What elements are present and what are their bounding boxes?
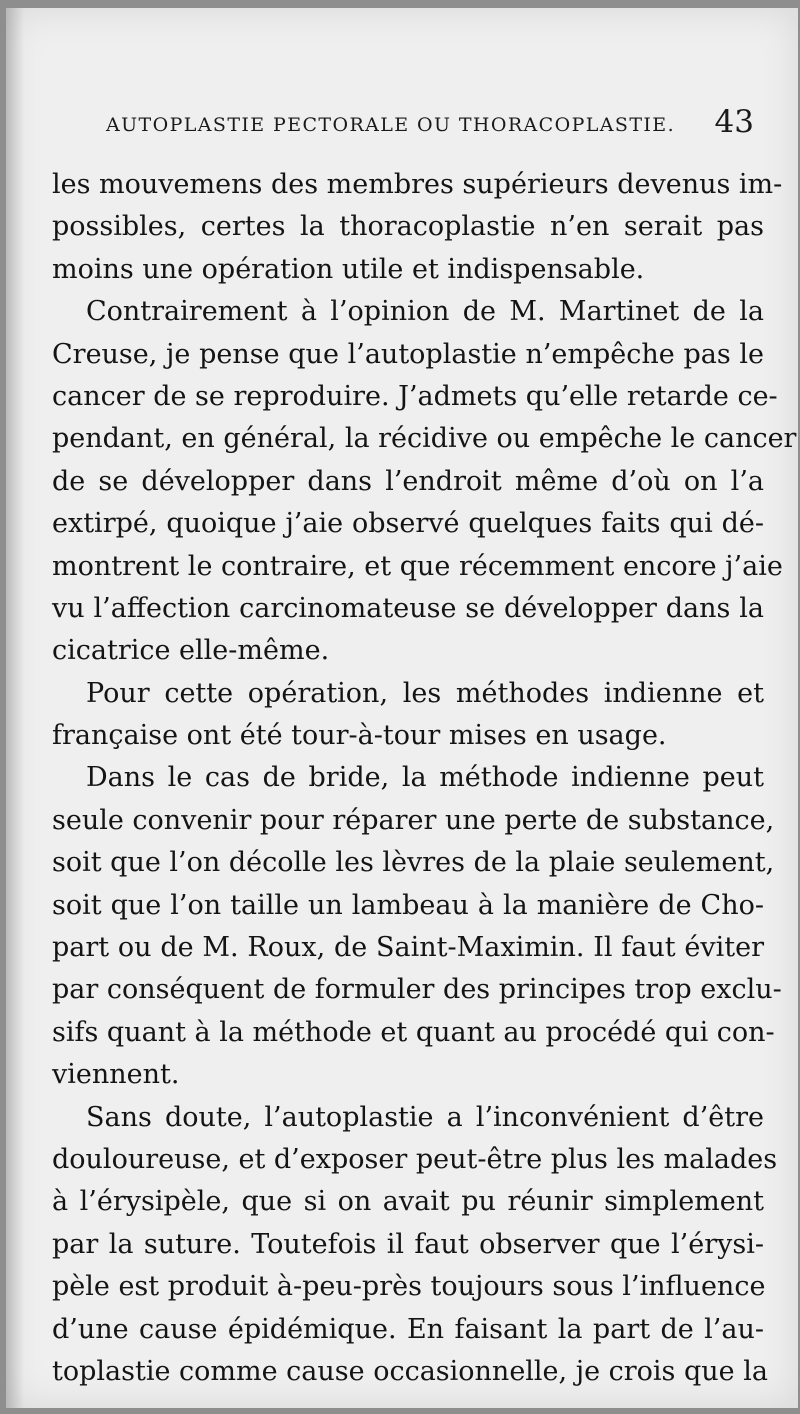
text-line: Pour cette opération, les méthodes indienne et <box>86 677 764 709</box>
text-line: viennent. <box>52 1059 180 1091</box>
text-line: française ont été tour-à-tour mises en usage. <box>52 720 667 752</box>
text-line: de se développer dans l’endroit même d’où on l’a <box>52 465 764 497</box>
text-line: d’une cause épidémique. En faisant la part de l’au- <box>52 1313 764 1345</box>
text-line: toplastie comme cause occasionnelle, je crois que la <box>52 1355 768 1387</box>
text-line: les mouvemens des membres supérieurs devenus im- <box>52 169 783 200</box>
text-line: possibles, certes la thoracoplastie n’en serait pas <box>52 211 764 243</box>
text-line: montrent le contraire, et que récemment encore j’aie <box>52 550 783 582</box>
page-gutter-shadow <box>6 8 24 1408</box>
text-line: par la suture. Toutefois il faut observer que l’érysi- <box>52 1228 764 1260</box>
book-page <box>6 8 798 1408</box>
text-line: Contrairement à l’opinion de M. Martinet de la <box>86 296 764 328</box>
text-line: soit que l’on décolle les lèvres de la plaie seulement, <box>52 847 775 879</box>
text-line: douloureuse, et d’exposer peut-être plus les malades <box>52 1143 778 1175</box>
text-line: vu l’affection carcinomateuse se développer dans la <box>52 592 764 624</box>
text-line: sifs quant à la méthode et quant au procédé qui con- <box>52 1016 775 1048</box>
running-title: AUTOPLASTIE PECTORALE OU THORACOPLASTIE. <box>106 114 676 136</box>
text-line: part ou de M. Roux, de Saint-Maximin. Il faut éviter <box>52 932 764 964</box>
text-line: Creuse, je pense que l’autoplastie n’empêche pas le <box>52 338 764 370</box>
page-header <box>106 104 754 144</box>
text-line: cicatrice elle-même. <box>52 635 330 667</box>
text-line: pendant, en général, la récidive ou empêche le cancer <box>52 423 797 455</box>
text-line: Sans doute, l’autoplastie a l’inconvénient d’être <box>86 1101 764 1133</box>
text-line: par conséquent de formuler des principes trop exclu- <box>52 974 782 1006</box>
body-text <box>52 164 797 1393</box>
text-line: pèle est produit à-peu-près toujours sous l’influence <box>52 1271 766 1303</box>
text-line: seule convenir pour réparer une perte de substance, <box>52 804 775 836</box>
text-line: à l’érysipèle, que si on avait pu réunir simplement <box>52 1186 764 1218</box>
text-line: soit que l’on taille un lambeau à la manière de Cho- <box>52 889 764 921</box>
text-line: extirpé, quoique j’aie observé quelques faits qui dé- <box>52 508 764 540</box>
page-number: 43 <box>714 104 754 140</box>
text-line: cancer de se reproduire. J’admets qu’elle retarde ce- <box>52 380 778 412</box>
text-line: moins une opération utile et indispensable. <box>52 253 645 285</box>
text-line: Dans le cas de bride, la méthode indienne peut <box>86 762 764 794</box>
